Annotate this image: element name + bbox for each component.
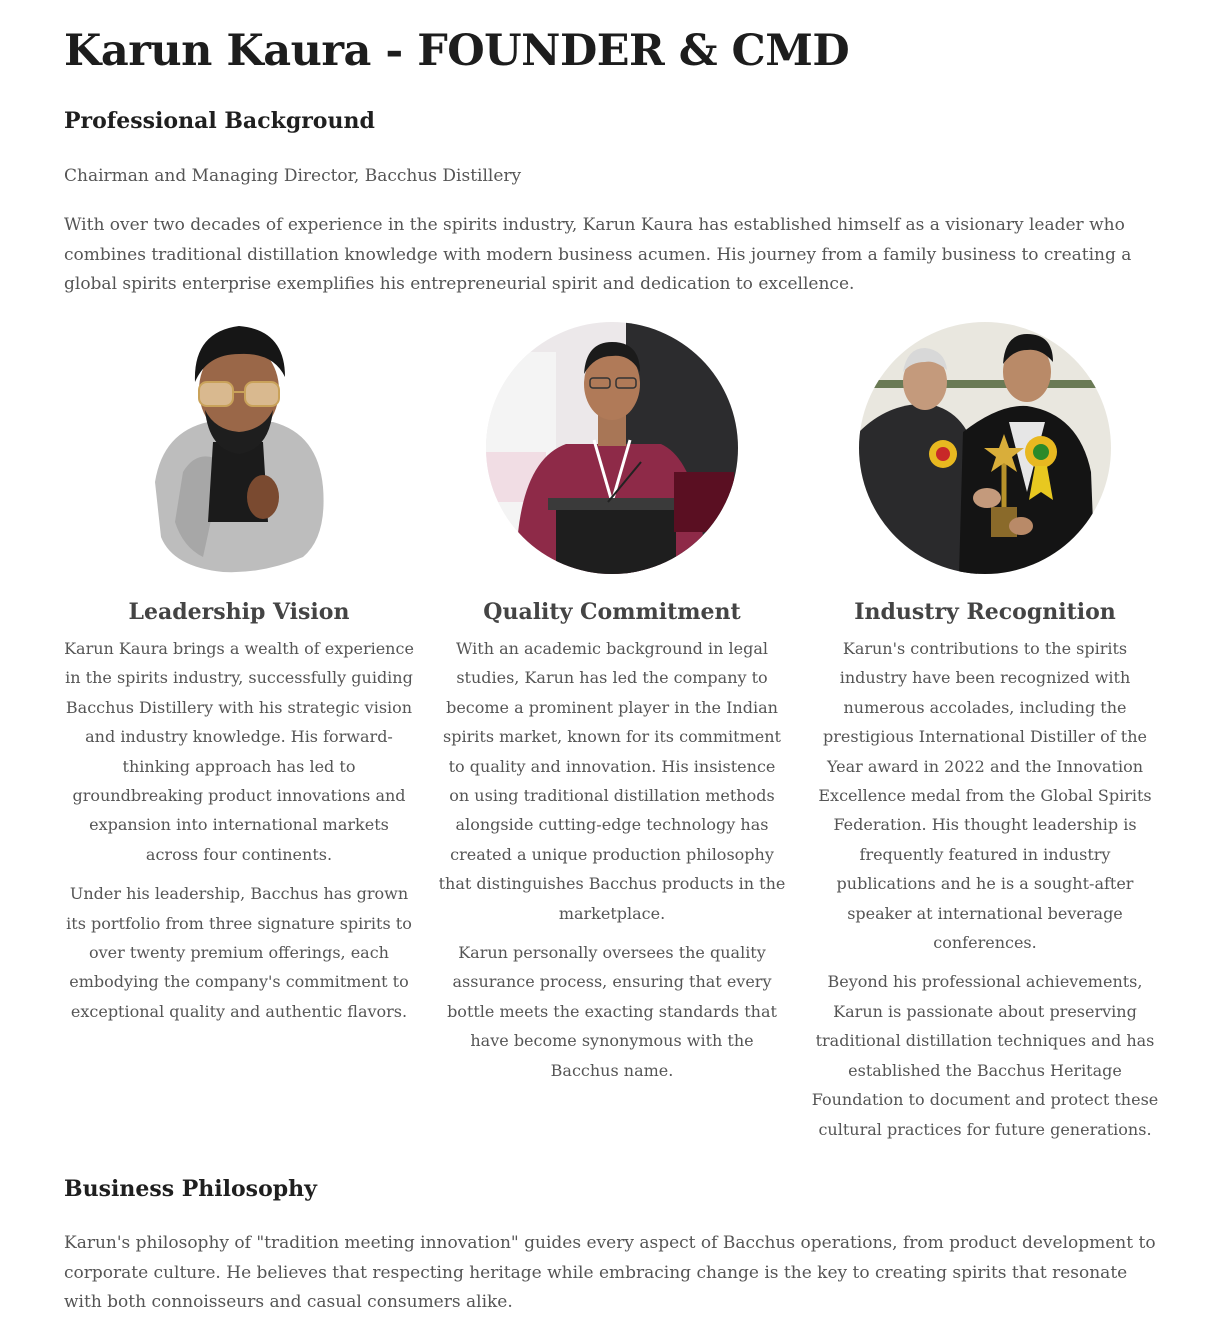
leadership-vision-paragraph-2: Under his leadership, Bacchus has grown its portfolio from three signature spirits to over twenty premium offerings, each embodying the company's commitment to exceptional quality and authentic flavors. xyxy=(66,884,412,1021)
industry-recognition-paragraph-1: Karun's contributions to the spirits industry have been recognized with numerous accolades, including the prestigious International Distiller of the Year award in 2022 and the Innovation Excellence medal from the Global Spirits Federation. His thought leadership is frequently featured in industry publications and he is a sought-after speaker at international beverage conferences. xyxy=(818,639,1152,953)
feature-columns xyxy=(64,322,1160,1154)
founder-portrait-photo xyxy=(113,322,365,574)
leadership-vision-title: Leadership Vision xyxy=(128,599,350,625)
quality-commitment-title: Quality Commitment xyxy=(483,599,741,625)
industry-recognition-paragraph-2: Beyond his professional achievements, Karun is passionate about preserving traditional distillation techniques and has established the Bacchus Heritage Foundation to document and protect these cultural practices for future generations. xyxy=(811,972,1159,1139)
speaker-podium-photo xyxy=(486,322,738,574)
intro-paragraph: With over two decades of experience in the spirits industry, Karun Kaura has established himself as a visionary leader who combines traditional distillation knowledge with modern business acumen. His journey from a family business to creating a global spirits enterprise exemplifies his entrepreneurial spirit and dedication to excellence. xyxy=(64,215,1132,294)
column-quality-commitment xyxy=(437,322,787,1154)
award-ceremony-photo xyxy=(859,322,1111,574)
industry-recognition-title: Industry Recognition xyxy=(854,599,1116,625)
quality-commitment-paragraph-1: With an academic background in legal studies, Karun has led the company to become a prominent player in the Indian spirits market, known for its commitment to quality and innovation. His insistence on using traditional distillation methods alongside cutting-edge technology has created a unique production philosophy that distinguishes Bacchus products in the marketplace. xyxy=(438,639,786,923)
leadership-vision-paragraph-1: Karun Kaura brings a wealth of experience in the spirits industry, successfully guiding Bacchus Distillery with his strategic vision and industry knowledge. His forward-thinking approach has led to groundbreaking product innovations and expansion into international markets across four continents. xyxy=(64,639,414,864)
column-leadership-vision xyxy=(64,322,414,1154)
business-philosophy-heading: Business Philosophy xyxy=(64,1176,317,1202)
professional-background-heading: Professional Background xyxy=(64,108,375,134)
page-title: Karun Kaura - FOUNDER & CMD xyxy=(64,26,850,76)
role-text: Chairman and Managing Director, Bacchus Distillery xyxy=(64,166,522,186)
quality-commitment-paragraph-2: Karun personally oversees the quality assurance process, ensuring that every bottle meets the exacting standards that have become synonymous with the Bacchus name. xyxy=(447,943,777,1080)
business-philosophy-paragraph: Karun's philosophy of "tradition meeting innovation" guides every aspect of Bacchus operations, from product development to corporate culture. He believes that respecting heritage while embracing change is the key to creating spirits that resonate with both connoisseurs and casual consumers alike. xyxy=(64,1233,1156,1312)
column-industry-recognition xyxy=(810,322,1160,1154)
